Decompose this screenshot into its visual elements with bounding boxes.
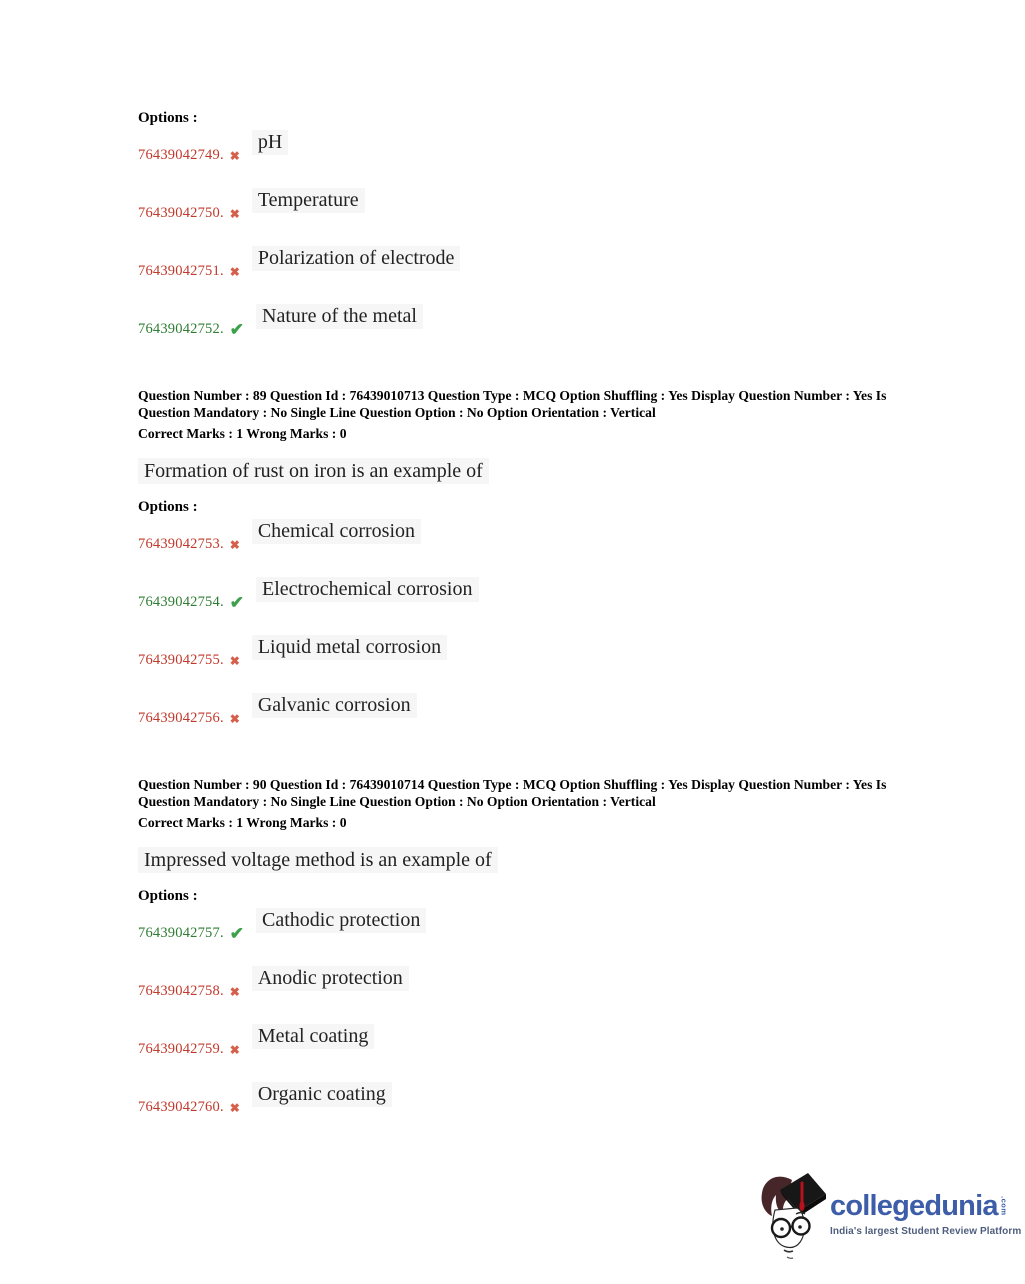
question-meta: Question Number : 89 Question Id : 76439010713 Question Type : MCQ Option Shuffling : Yes Display Question Number : Yes Is Question Mandatory : No Single Line Question Option : No Option Orientation : Vertical <box>138 388 887 420</box>
logo-text <box>830 1192 1021 1237</box>
option-id: 76439042749. <box>138 147 224 163</box>
option-row <box>138 1083 928 1116</box>
wrong-cross-icon: ✖ <box>229 149 240 163</box>
brand-tagline: India's largest Student Review Platform <box>830 1226 1022 1237</box>
option-text: Temperature <box>252 188 365 213</box>
options-label: Options : <box>138 888 198 904</box>
option-text: Galvanic corrosion <box>252 693 417 718</box>
correct-check-icon: ✔ <box>229 924 245 943</box>
option-row <box>138 967 928 1000</box>
wrong-cross-icon: ✖ <box>229 985 240 999</box>
option-row <box>138 189 928 222</box>
options-block <box>138 110 928 338</box>
question-marks: Correct Marks : 1 Wrong Marks : 0 <box>138 426 347 441</box>
brand-domain: .com <box>999 1196 1009 1216</box>
option-text: Nature of the metal <box>256 304 423 329</box>
correct-check-icon: ✔ <box>229 593 245 612</box>
wrong-cross-icon: ✖ <box>229 654 240 668</box>
question-marks: Correct Marks : 1 Wrong Marks : 0 <box>138 815 347 830</box>
option-id: 76439042752. <box>138 321 224 337</box>
options-label: Options : <box>138 110 198 126</box>
option-text: Cathodic protection <box>256 908 426 933</box>
question-text: Impressed voltage method is an example of <box>138 848 928 872</box>
option-row <box>138 305 928 339</box>
option-text: Liquid metal corrosion <box>252 635 447 660</box>
option-row <box>138 131 928 164</box>
option-id: 76439042757. <box>138 925 224 941</box>
question-text: Formation of rust on iron is an example of <box>138 459 928 483</box>
question-meta: Question Number : 90 Question Id : 76439010714 Question Type : MCQ Option Shuffling : Yes Display Question Number : Yes Is Question Mandatory : No Single Line Question Option : No Option Orientation : Vertical <box>138 777 887 809</box>
option-text: pH <box>252 130 288 155</box>
wrong-cross-icon: ✖ <box>229 1101 240 1115</box>
option-row <box>138 247 928 280</box>
option-row <box>138 909 928 943</box>
wrong-cross-icon: ✖ <box>229 265 240 279</box>
option-id: 76439042755. <box>138 652 224 668</box>
option-text: Organic coating <box>252 1082 392 1107</box>
option-id: 76439042760. <box>138 1099 224 1115</box>
correct-check-icon: ✔ <box>229 320 245 339</box>
option-text: Anodic protection <box>252 966 409 991</box>
option-text: Metal coating <box>252 1024 375 1049</box>
wrong-cross-icon: ✖ <box>229 538 240 552</box>
collegedunia-logo <box>756 1168 1021 1265</box>
graduate-boy-mascot-icon <box>756 1168 830 1265</box>
options-label: Options : <box>138 499 198 515</box>
wrong-cross-icon: ✖ <box>229 207 240 221</box>
option-row <box>138 694 928 727</box>
option-text: Electrochemical corrosion <box>256 577 478 602</box>
document-content <box>138 110 928 1116</box>
option-row <box>138 1025 928 1058</box>
option-id: 76439042750. <box>138 205 224 221</box>
option-id: 76439042759. <box>138 1041 224 1057</box>
question-block <box>138 776 928 1116</box>
option-id: 76439042751. <box>138 263 224 279</box>
option-row <box>138 520 928 553</box>
option-id: 76439042756. <box>138 710 224 726</box>
option-id: 76439042753. <box>138 536 224 552</box>
option-text: Polarization of electrode <box>252 246 461 271</box>
option-id: 76439042754. <box>138 594 224 610</box>
option-row <box>138 578 928 612</box>
wrong-cross-icon: ✖ <box>229 712 240 726</box>
brand-wordmark: collegedunia <box>830 1190 998 1222</box>
question-block <box>138 387 928 727</box>
option-id: 76439042758. <box>138 983 224 999</box>
option-row <box>138 636 928 669</box>
wrong-cross-icon: ✖ <box>229 1043 240 1057</box>
option-text: Chemical corrosion <box>252 519 421 544</box>
